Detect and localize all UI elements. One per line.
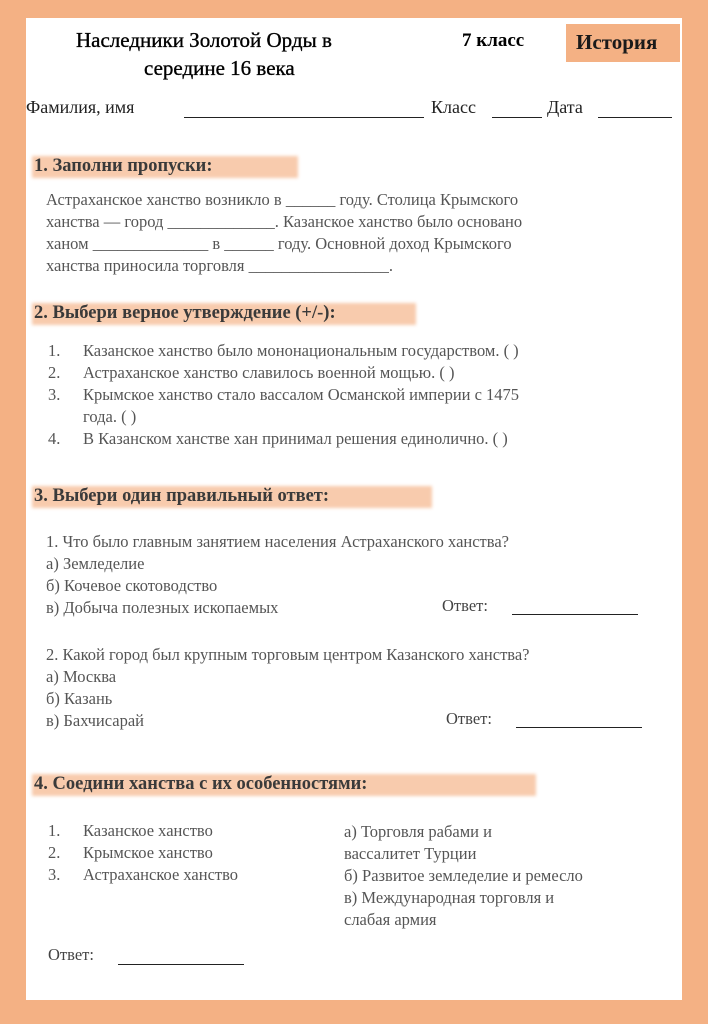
khanate-item: Казанское ханство (83, 821, 213, 840)
question-1-option-c: в) Добыча полезных ископаемых (46, 598, 279, 617)
section3-heading: 3. Выбери один правильный ответ: (34, 486, 330, 506)
feature-line-5: слабая армия (344, 910, 437, 929)
date-label: Дата (547, 97, 583, 117)
khanate-item: Астраханское ханство (83, 865, 239, 884)
grade-label: 7 класс (462, 30, 525, 51)
statement-item: В Казанском ханстве хан принимал решения единолично. ( ) (83, 429, 508, 448)
worksheet-title-line1: Наследники Золотой Орды в (76, 28, 332, 52)
statement-number: 1. (48, 341, 61, 360)
section1-heading: 1. Заполни пропуски: (34, 156, 213, 176)
feature-line-1: а) Торговля рабами и (344, 822, 492, 841)
statement-number: 3. (48, 385, 61, 404)
class-label: Класс (431, 97, 476, 117)
khanate-number: 3. (48, 865, 61, 884)
question-1: 1. Что было главным занятием населения Астраханского ханства? (46, 532, 509, 551)
question-2-answer-label: Ответ: (446, 709, 492, 728)
worksheet-page (26, 18, 682, 1000)
question-1-option-b: б) Кочевое скотоводство (46, 576, 218, 595)
date-blank[interactable] (598, 117, 672, 118)
section4-answer-blank[interactable] (118, 964, 244, 965)
statement-item: Астраханское ханство славилось военной мощью. ( ) (83, 363, 455, 382)
section2-heading: 2. Выбери верное утверждение (+/-): (34, 303, 336, 323)
feature-line-3: б) Развитое земледелие и ремесло (344, 866, 583, 885)
feature-line-2: вассалитет Турции (344, 844, 477, 863)
section1-line-4: ханства приносила торговля _________________. (46, 256, 393, 275)
section4-heading: 4. Соедини ханства с их особенностями: (34, 774, 368, 794)
question-2: 2. Какой город был крупным торговым центром Казанского ханства? (46, 645, 530, 664)
question-2-option-b: б) Казань (46, 689, 113, 708)
section1-line-1: Астраханское ханство возникло в ______ году. Столица Крымского (46, 190, 519, 209)
name-label: Фамилия, имя (26, 97, 135, 117)
section4-answer-label: Ответ: (48, 945, 94, 964)
section1-line-3: ханом ______________ в ______ году. Основной доход Крымского (46, 234, 512, 253)
name-blank[interactable] (184, 117, 424, 118)
question-1-option-a: а) Земледелие (46, 554, 145, 573)
section1-line-2: ханства — город _____________. Казанское ханство было основано (46, 212, 523, 231)
statement-item-continued: года. ( ) (83, 407, 137, 426)
khanate-number: 1. (48, 821, 61, 840)
class-blank[interactable] (492, 117, 542, 118)
statement-item: Казанское ханство было мононациональным государством. ( ) (83, 341, 519, 360)
statement-number: 4. (48, 429, 61, 448)
question-2-option-a: а) Москва (46, 667, 117, 686)
question-1-answer-label: Ответ: (442, 596, 488, 615)
feature-line-4: в) Международная торговля и (344, 888, 555, 907)
khanate-number: 2. (48, 843, 61, 862)
question-1-answer-blank[interactable] (512, 614, 638, 615)
statement-item: Крымское ханство стало вассалом Османской империи с 1475 (83, 385, 520, 404)
statement-number: 2. (48, 363, 61, 382)
question-2-answer-blank[interactable] (516, 727, 642, 728)
subject-label: История (576, 30, 658, 54)
question-2-option-c: в) Бахчисарай (46, 711, 145, 730)
khanate-item: Крымское ханство (83, 843, 213, 862)
worksheet-title-line2: середине 16 века (144, 56, 295, 80)
